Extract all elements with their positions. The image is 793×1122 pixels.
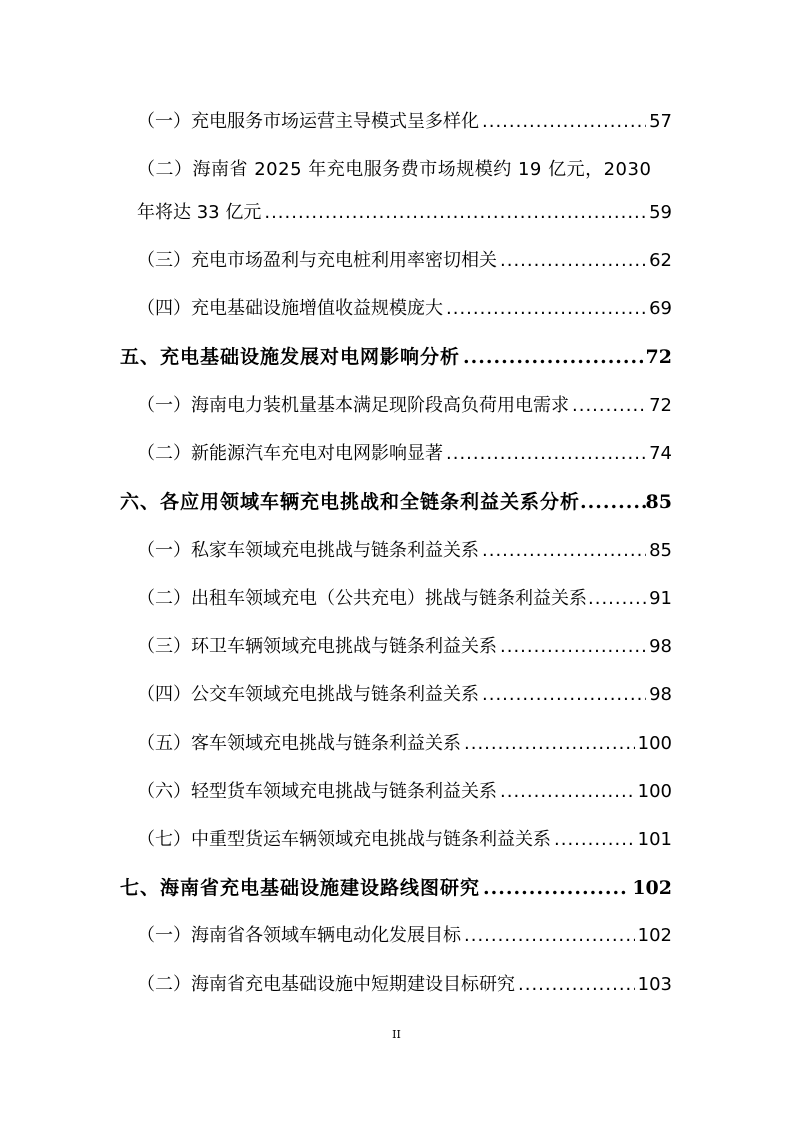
toc-entry-page: 74 (649, 443, 672, 464)
toc-entry-page: 85 (649, 540, 672, 561)
toc-entry-title: （三）充电市场盈利与充电桩利用率密切相关 (137, 250, 497, 271)
toc-entry-title: （四）充电基础设施增值收益规模庞大 (137, 298, 443, 319)
toc-entry-title: （二）出租车领域充电（公共充电）挑战与链条利益关系 (137, 588, 587, 609)
toc-entry-title: （一）私家车领域充电挑战与链条利益关系 (137, 540, 479, 561)
toc-entry-page: 100 (637, 781, 672, 802)
toc-entry-title: （二）海南省充电基础设施中短期建设目标研究 (137, 974, 515, 995)
dot-leader (500, 250, 646, 271)
toc-entry-page: 98 (649, 636, 672, 657)
toc-entry[interactable] (137, 921, 672, 947)
dot-leader (500, 781, 635, 802)
toc-entry[interactable] (137, 294, 672, 320)
dot-leader (483, 877, 629, 899)
toc-chapter-page: 72 (645, 346, 672, 368)
toc-entry-page: 72 (649, 395, 672, 416)
toc-chapter-title: 七、海南省充电基础设施建设路线图研究 (120, 877, 481, 899)
toc-entry[interactable] (137, 970, 672, 996)
toc-entry-title: （三）环卫车辆领域充电挑战与链条利益关系 (137, 636, 497, 657)
toc-chapter-page: 102 (632, 877, 672, 899)
toc-entry[interactable] (137, 246, 672, 272)
dot-leader (464, 925, 635, 946)
toc-entry[interactable] (137, 632, 672, 658)
toc-entry-page: 91 (649, 588, 672, 609)
toc-chapter-page: 85 (645, 491, 672, 513)
toc-entry-page: 69 (649, 298, 672, 319)
toc-entry-title: （七）中重型货运车辆领域充电挑战与链条利益关系 (137, 829, 551, 850)
toc-entry-line1[interactable]: （二）海南省 2025 年充电服务费市场规模约 19 亿元，2030 (137, 159, 652, 180)
toc-entry[interactable] (137, 584, 672, 610)
toc-entry[interactable] (137, 107, 672, 133)
toc-entry[interactable] (137, 391, 672, 417)
toc-entry-page: 103 (637, 974, 672, 995)
dot-leader (580, 491, 646, 513)
toc-entry-title: （六）轻型货车领域充电挑战与链条利益关系 (137, 781, 497, 802)
toc-chapter-title: 六、各应用领域车辆充电挑战和全链条利益关系分析 (120, 491, 581, 513)
toc-entry-title: （一）海南电力装机量基本满足现阶段高负荷用电需求 (137, 395, 569, 416)
dot-leader (518, 974, 635, 995)
toc-entry-title: （一）海南省各领域车辆电动化发展目标 (137, 925, 461, 946)
dot-leader (264, 202, 646, 223)
toc-chapter[interactable] (120, 342, 672, 369)
toc-entry[interactable] (137, 825, 672, 851)
toc-entry[interactable] (137, 729, 672, 755)
dot-leader (588, 588, 648, 609)
dot-leader (446, 443, 646, 464)
toc-entry-page: 101 (637, 829, 672, 850)
toc-entry-page: 57 (649, 111, 672, 132)
toc-entry-page: 102 (637, 925, 672, 946)
toc-entry[interactable] (137, 439, 672, 465)
toc-entry-page: 100 (637, 733, 672, 754)
toc-entry[interactable] (137, 777, 672, 803)
dot-leader (464, 733, 635, 754)
toc-entry-title: （一）充电服务市场运营主导模式呈多样化 (137, 111, 479, 132)
toc-entry-page: 59 (649, 202, 672, 223)
dot-leader (482, 684, 646, 705)
page-number: II (392, 1028, 401, 1041)
toc-entry[interactable] (137, 536, 672, 562)
dot-leader (482, 540, 646, 561)
toc-entry[interactable] (137, 680, 672, 706)
toc-entry-page: 98 (649, 684, 672, 705)
toc-entry-page: 62 (649, 250, 672, 271)
dot-leader (500, 636, 646, 657)
toc-entry-title: （五）客车领域充电挑战与链条利益关系 (137, 733, 461, 754)
dot-leader (482, 111, 646, 132)
dot-leader (446, 298, 646, 319)
toc-chapter-title: 五、充电基础设施发展对电网影响分析 (120, 346, 461, 368)
dot-leader (572, 395, 646, 416)
toc-entry-title: 年将达 33 亿元 (137, 202, 262, 223)
toc-chapter[interactable] (120, 487, 672, 514)
dot-leader (554, 829, 635, 850)
toc-entry-title: （二）新能源汽车充电对电网影响显著 (137, 443, 443, 464)
toc-entry-title: （四）公交车领域充电挑战与链条利益关系 (137, 684, 479, 705)
toc-entry[interactable] (137, 198, 672, 224)
toc-chapter[interactable] (120, 873, 672, 900)
dot-leader (463, 346, 643, 368)
